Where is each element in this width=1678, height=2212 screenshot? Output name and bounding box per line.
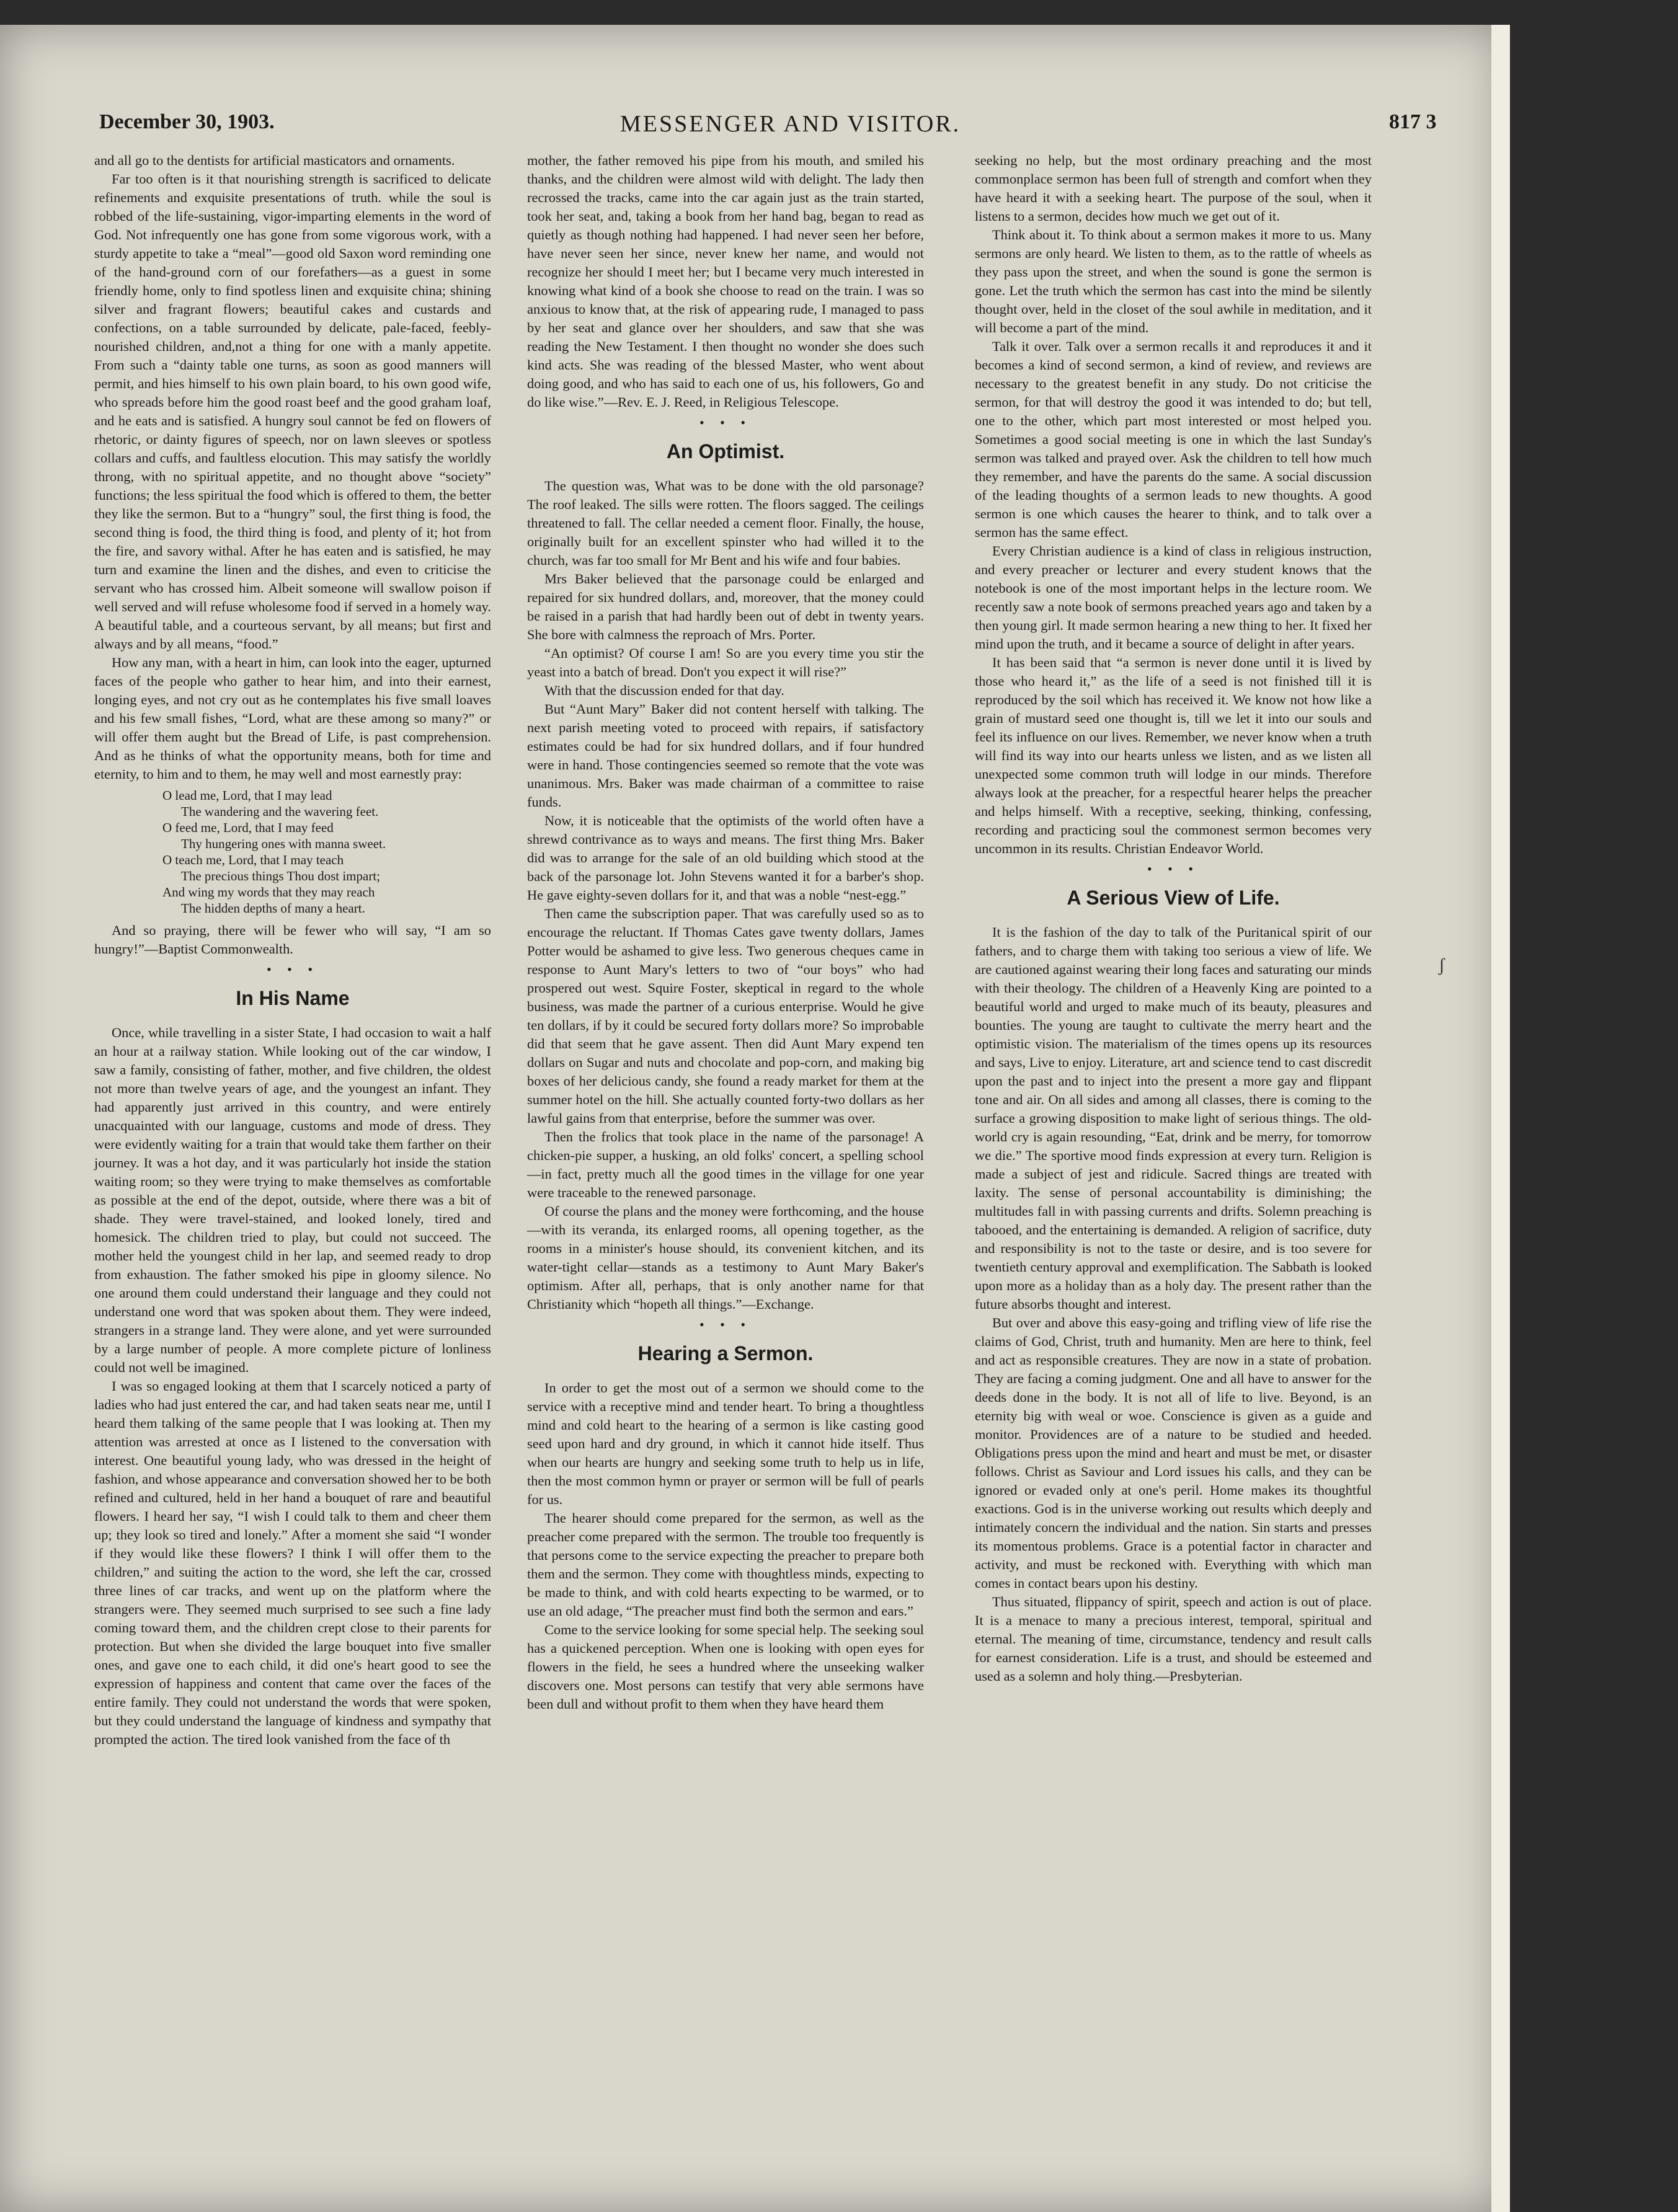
article-paragraph: Then came the subscription paper. That was carefully used so as to encourage the reluctant. If Thomas Cates gave twenty dollars, James Potter would be ashamed to give less. Two generous cheques came in response to Aunt Mary's letters to two of “our boys” who had prospered out west. Squire Foster, skeptical in regard to the whole business, was made the partner of a curious enterprise. Would he give ten dollars, if by it could be secured forty dollars more? So improbable did that seem that he gave assent. Then did Aunt Mary expend ten dollars on Sugar and nuts and chocolate and pop-corn, and making big boxes of her delicious candy, she found a ready market for them at the summer hotel on the hill. She actually counted forty-two dollars as her lawful gains from that enterprise, before the summer was over. [527, 906, 924, 1126]
poem-line: The hidden depths of many a heart. [181, 901, 365, 916]
article-paragraph: “An optimist? Of course I am! So are you every time you stir the yeast into a batch of bread. Don't you expect it will rise?” [527, 645, 924, 679]
article-paragraph: Think about it. To think about a sermon makes it more to us. Many sermons are only heard. We listen to them, as to the rattle of wheels as they pass upon the street, and when the sound is gone the sermon is gone. Let the truth which the sermon has cast into the mind be silently thought over, held in the closet of the soul awhile in meditation, and it will become a part of the mind. [975, 227, 1372, 335]
article-heading: A Serious View of Life. [1067, 887, 1280, 909]
poem-line: And wing my words that they may reach [162, 885, 375, 900]
article-paragraph: The question was, What was to be done with the old parsonage? The roof leaked. The sills were rotten. The floors sagged. The ceilings threatened to fall. The cellar needed a cement floor. Finally, the house, originally built for an excellent spinster who had willed it to the church, was far too small for Mr Bent and his wife and four babies. [527, 478, 924, 568]
article-paragraph: Every Christian audience is a kind of class in religious instruction, and every preacher or lecturer and every student knows that the notebook is one of the most important helps in the lecture room. We recently saw a note book of sermons preached years ago and taken by a then young girl. It made sermon hearing a new thing to her. It fixed her mind upon the truth, and it became a source of delight in after years. [975, 543, 1372, 652]
column-left [94, 151, 491, 1749]
article-paragraph: And so praying, there will be fewer who will say, “I am so hungry!”—Baptist Commonwealth. [94, 922, 491, 957]
poem [94, 787, 491, 916]
article-paragraph: Thus situated, flippancy of spirit, speech and action is out of place. It is a menace to many a precious interest, temporal, spiritual and eternal. The meaning of time, circumstance, tendency and result calls for earnest consideration. Life is a trust, and should be esteemed and used as a solemn and holy thing.—Presbyterian. [975, 1594, 1372, 1684]
section-separator: • • • [699, 415, 752, 430]
poem-line: The wandering and the wavering feet. [181, 804, 379, 819]
article-paragraph: But over and above this easy-going and trifling view of life rise the claims of God, Christ, truth and humanity. Men are here to think, feel and act as responsible creatures. They are now in a state of probation. They are facing a coming judgment. One and all have to answer for the deeds done in the body. It is not all of life to live. Beyond, is an eternity big with weal or woe. Conscience is given as a guide and monitor. Providences are of a nature to be studied and heeded. Obligations press upon the mind and heart and must be met, or disaster follows. Christ as Saviour and Lord issues his calls, and they can be ignored or evaded only at one's peril. Home makes its thoughtful exactions. God is in the universe working out results which deeply and intimately concern the individual and the nation. Sin starts and presses its momentous problems. Grace is a potential factor in character and activity, and must be reckoned with. Everything with which man comes in contact bears upon his destiny. [975, 1315, 1372, 1591]
article-paragraph: and all go to the dentists for artificial masticators and ornaments. [94, 153, 455, 168]
article-paragraph: I was so engaged looking at them that I scarcely noticed a party of ladies who had just entered the car, and had taken seats near me, until I heard them talking of the same people that I was looking at. Then my attention was arrested at once as I listened to the conversation with interest. One beautiful young lady, who was dressed in the height of fashion, and whose appearance and conversation showed her to be both refined and cultured, held in her hand a bouquet of rare and beautiful flowers. I heard her say, “I wish I could talk to them and cheer them up; they look so tired and lonely.” After a moment she said “I wonder if they would like these flowers? I think I will offer them to the children,” and suiting the action to the word, she left the car, crossed three lines of car tracks, and went up on the platform where the strangers were. They seemed much surprised to see such a fine lady coming toward them, and the children crept close to their parents for protection. But when she divided the large bouquet into five smaller ones, and gave one to each child, it did one's heart good to see the expression of happiness and content that came over the faces of the entire family. They could not understand the words that were spoken, but they could understand the language of kindness and sympathy that prompted the action. The tired look vanished from the face of th [94, 1378, 491, 1747]
poem-line: O lead me, Lord, that I may lead [162, 788, 332, 803]
article-paragraph: Then the frolics that took place in the name of the parsonage! A chicken-pie supper, a husking, an old folks' concert, a spelling school—in fact, pretty much all the good times in the village for one year were traceable to the renewed parsonage. [527, 1129, 924, 1200]
page-edge [1491, 25, 1510, 2212]
section-separator: • • • [1147, 861, 1200, 877]
article-paragraph: In order to get the most out of a sermon we should come to the service with a receptive mind and tender heart. To bring a thoughtless mind and cold heart to the hearing of a sermon is like casting good seed upon hard and dry ground, in which it cannot hide itself. Thus when our hearts are hungry and seeking some truth to help us in life, then the most common hymn or prayer or sermon will be full of pearls for us. [527, 1380, 924, 1507]
article-heading: An Optimist. [666, 440, 785, 462]
article-paragraph: With that the discussion ended for that day. [544, 683, 784, 698]
article-heading: In His Name [236, 987, 350, 1009]
issue-date: December 30, 1903. [99, 110, 275, 133]
article-paragraph: Now, it is noticeable that the optimists of the world often have a shrewd contrivance as to ways and means. The first thing Mrs. Baker did was to arrange for the sale of an old building which stood at the back of the parsonage lot. John Stevens wanted it for a barber's shop. He gave eighty-seven dollars for it, and that was a noble “nest-egg.” [527, 813, 924, 903]
poem-line: O feed me, Lord, that I may feed [162, 820, 334, 835]
article-paragraph: mother, the father removed his pipe from his mouth, and smiled his thanks, and the children were almost wild with delight. The lady then recrossed the tracks, came into the car again just as the train started, took her seat, and, taking a book from her hand bag, began to read as quietly as though nothing had happened. I had never seen her before, have never seen her since, never knew her name, and would not recognize her should I meet her; but I became very much interested in knowing what kind of a book she choose to read on the train. I was so anxious to know that, at the risk of appearing rude, I managed to pass by her seat and glance over her shoulders, and saw that she was reading the New Testament. I then thought no wonder she does such kind acts. She was reading of the blessed Master, who went about doing good, and who has said to each one of us, his followers, Go and do like wise.”—Rev. E. J. Reed, in Religious Telescope. [527, 153, 924, 410]
article-paragraph: It is the fashion of the day to talk of the Puritanical spirit of our fathers, and to charge them with taking too serious a view of life. We are cautioned against wearing their long faces and saturating our minds with their theology. The children of a Heavenly King are pointed to a beautiful world and urged to make much of its beauty, pleasures and bounties. The young are taught to cultivate the merry heart and the optimistic vision. The materialism of the times opens up its resources and says, Live to enjoy. Literature, art and science tend to cast discredit upon the past and to inject into the present a more gay and flippant tone and air. On all sides and among all classes, there is coming to the surface a growing disposition to make light of serious things. The old-world cry is again resounding, “Eat, drink and be merry, for tomorrow we die.” The sportive mood finds expression at every turn. Religion is made a subject of jest and ridicule. Sacred things are treated with laxity. The sense of personal accountability is diminishing; the multitudes fall in with passing currents and drifts. Solemn preaching is tabooed, and the entertaining is demanded. A religion of sacrifice, duty and responsibility is not to the taste or desire, and is too severe for twentieth century approval and exemplification. The Sabbath is looked upon more as a holiday than as a holy day. The present rather than the future absorbs thought and interest. [975, 924, 1372, 1312]
stray-mark-icon: ʃ [1439, 955, 1445, 975]
article-paragraph: But “Aunt Mary” Baker did not content herself with talking. The next parish meeting voted to proceed with repairs, if satisfactory estimates could be had for six hundred dollars, and if four hundred were in hand. Those contingencies seemed so remote that the vote was unanimous. Mrs. Baker was made chairman of a committee to raise funds. [527, 701, 924, 810]
article-paragraph: Far too often is it that nourishing strength is sacrificed to delicate refinements and exquisite presentations of truth. while the soul is robbed of the life-sustaining, vigor-imparting elements in the word of God. Not infrequently one has gone from some vigorous work, with a sturdy appetite to take a “meal”—good old Saxon word reminding one of the hand-ground corn of our forefathers—as a guest in some friendly home, only to find spotless linen and exquisite china; shining silver and fragrant flowers; beautiful cakes and custards and confections, on a table surrounded by delicate, pale-faced, feebly-nourished children, and,not a thing for one with a manly appetite. From such a “dainty table one turns, as soon as good manners will permit, and hies himself to his own plain board, to his own good wife, who spreads before him the good roast beef and the good graham loaf, and he eats and is satisfied. A hungry soul cannot be fed on flowers of rhetoric, or dainty figures of speech, nor on lawn sleeves or spotless collars and cuffs, and faultless elocution. This may satisfy the worldly throng, with no spiritual appetite, and no thought above “society” functions; the less spiritual the food which is offered to them, the better they like the sermon. But to a “hungry” soul, the first thing is food, the second thing is food, the third thing is food, and plenty of it; hot from the fire, and savory withal. After he has eaten and is satisfied, he may turn and examine the linen and the dishes, and even to criticise the servant who has crossed him. Albeit someone will swallow poison if well served and will refuse wholesome food if served in a homely way. A beautiful table, and a courteous servant, by all means; but first and always and by all means, “food.” [94, 171, 491, 652]
article-heading: Hearing a Sermon. [637, 1342, 814, 1365]
article-paragraph: Once, while travelling in a sister State, I had occasion to wait a half an hour at a railway station. While looking out of the car window, I saw a family, consisting of father, mother, and five children, the oldest not more than twelve years of age, and the youngest an infant. They had apparently just arrived in this country, and were entirely unacquainted with our language, customs and mode of dress. They were evidently waiting for a train that would take them farther on their journey. It was a hot day, and it was particularly hot inside the station waiting room; so they were trying to make themselves as comfortable as possible at the end of the depot, outside, where there was a bit of shade. They were travel-stained, and looked lonely, tired and homesick. The children tried to play, but could not succeed. The mother held the youngest child in her lap, and seemed ready to drop from exhaustion. The father smoked his pipe in gloomy silence. No one around them could understand their language and they could not understand one word that was spoken about them. They were indeed, strangers in a strange land. They were alone, and yet were surrounded by a large number of people. A more complete picture of lonliness could not well be imagined. [94, 1025, 491, 1375]
article-paragraph: Of course the plans and the money were forthcoming, and the house—with its veranda, its enlarged rooms, all opening together, as the rooms in a minister's house should, its convenient kitchen, and its water-tight cellar—stands as a testimony to Aunt Mary Baker's optimism. After all, perhaps, that is only another name for that Christianity which “hopeth all things.”—Exchange. [527, 1203, 924, 1312]
poem-line: Thy hungering ones with manna sweet. [181, 836, 386, 851]
column-right [975, 151, 1372, 1686]
article-paragraph: Come to the service looking for some special help. The seeking soul has a quickened perception. When one is looking with open eyes for flowers in the field, he sees a hundred where the unseeking walker discovers one. Most persons can testify that very able sermons have been dull and without profit to them when they have heard them [527, 1622, 924, 1712]
article-paragraph: seeking no help, but the most ordinary preaching and the most commonplace sermon has been full of strength and comfort when they have heard it with a seeking heart. The purpose of the soul, when it listens to a sermon, decides how much we get out of it. [975, 153, 1372, 224]
article-paragraph: It has been said that “a sermon is never done until it is lived by those who heard it,” as the life of a seed is not finished till it is reproduced by the soil which has received it. We know not how like a grain of mustard seed one thought is, till we let it into our souls and feel its influence on our lives. Remember, we never know when a truth will find its way into our hearts unless we listen, and as we listen all unexpected some common truth will lodge in our minds. Therefore always look at the preacher, for a respectful hearer helps the preacher and helps himself. With a receptive, seeking, thinking, confessing, recording and practicing soul the commonest sermon becomes very uncommon in its results. Christian Endeavor World. [975, 655, 1372, 856]
page-number: 817 3 [1389, 110, 1437, 133]
article-paragraph: Mrs Baker believed that the parsonage could be enlarged and repaired for six hundred dollars, and, moreover, that the money could be raised in a parish that had hardly been out of debt in twenty years. She bore with calmness the reproach of Mrs. Porter. [527, 571, 924, 642]
article-paragraph: The hearer should come prepared for the sermon, as well as the preacher come prepared with the sermon. The trouble too frequently is that persons come to the service expecting the preacher to prepare both them and the sermon. They come with thoughtless minds, expecting to be made to think, and with cold hearts expecting to be warmed, or to use an old adage, “The preacher must find both the sermon and ears.” [527, 1510, 924, 1619]
article-paragraph: How any man, with a heart in him, can look into the eager, upturned faces of the people who gather to hear him, and into their earnest, longing eyes, and not cry out as he contemplates his five small loaves and his few small fishes, “Lord, what are these among so many?” or will offer them aught but the Bread of Life, is past comprehension. And as he thinks of what the opportunity means, both for time and eternity, to him and to them, he may well and most earnestly pray: [94, 655, 491, 782]
poem-line: The precious things Thou dost impart; [181, 869, 380, 883]
poem-line: O teach me, Lord, that I may teach [162, 852, 344, 867]
column-middle [527, 151, 924, 1714]
masthead-title: MESSENGER AND VISITOR. [620, 111, 961, 137]
article-paragraph: Talk it over. Talk over a sermon recalls it and reproduces it and it becomes a kind of second sermon, a kind of review, and reviews are necessary to the greatest benefit in any study. Do not criticise the sermon, for that will destroy the good it was intended to do; but tell, one to the other, which part most interested or most helped you. Sometimes a good social meeting is one in which the last Sunday's sermon was talked and prayed over. Ask the children to tell how much they remember, and have the parents do the same. A social discussion of the leading thoughts of a sermon leads to new thoughts. A good sermon is one which causes the hearer to think, and to talk over a sermon has the same effect. [975, 338, 1372, 540]
section-separator: • • • [699, 1317, 752, 1332]
section-separator: • • • [266, 962, 319, 977]
